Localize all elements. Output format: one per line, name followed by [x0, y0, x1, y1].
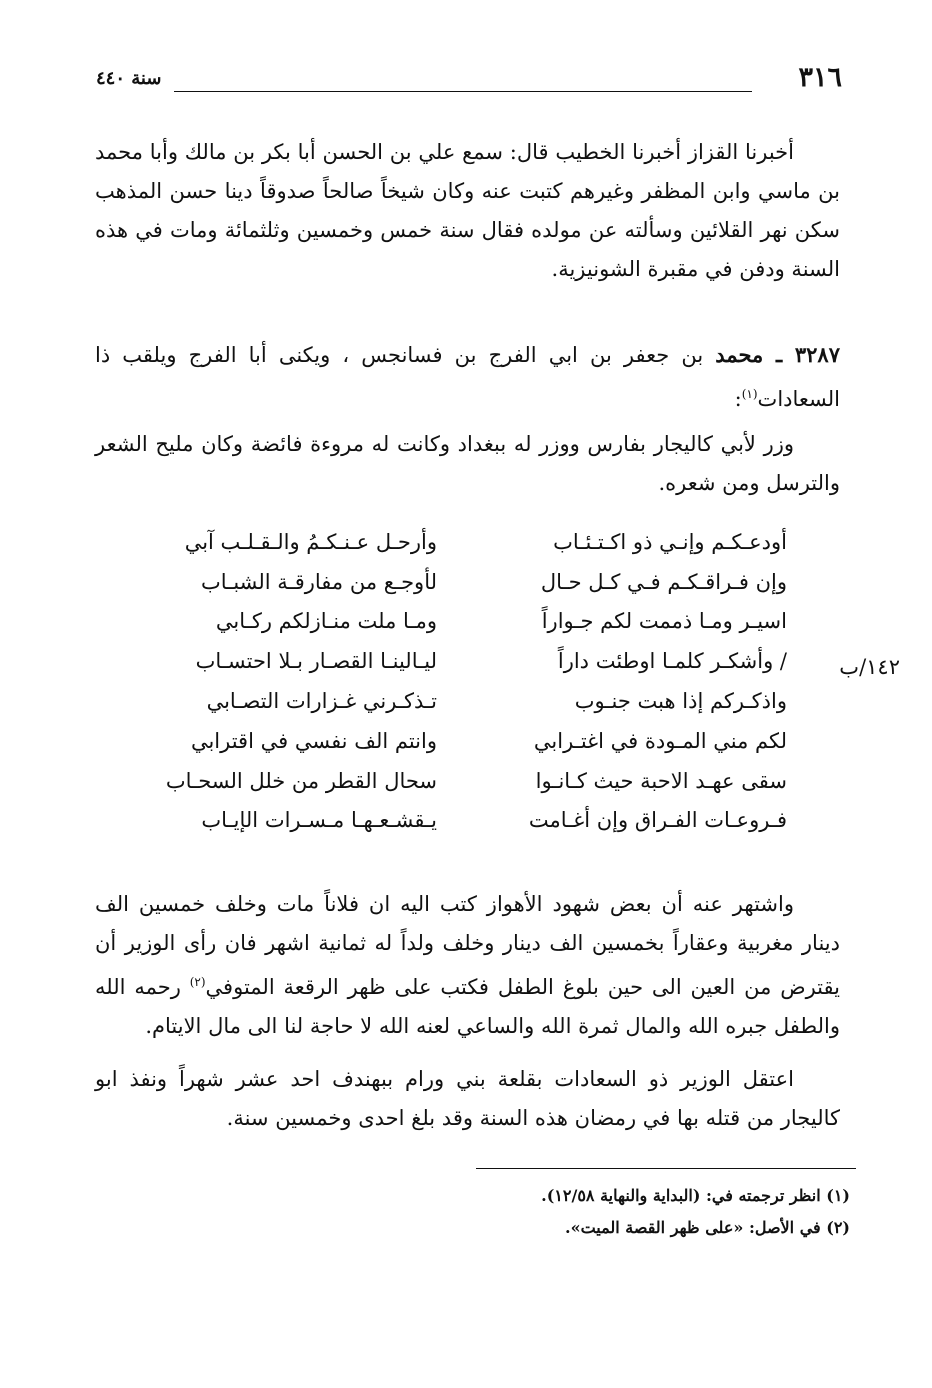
entry-paragraph [95, 335, 840, 419]
verse-first-half: اسيـر ومـا ذممت لكم جـواراً [541, 609, 787, 634]
paragraph-3: وزر لأبي كاليجار بفارس ووزر له ببغداد وكانت له مروءة فائضة وكان مليح الشعر والترسل ومن شعره. [95, 432, 840, 495]
verse-row [147, 681, 787, 721]
entry-number: ٣٢٨٧ ـ محمد [715, 342, 840, 367]
verse-second-half: تـذكـرني غـزارات التصـابي [206, 689, 437, 714]
verse-first-half: وإن فـراقـكـم فـي كـل حـال [540, 569, 787, 594]
verse-row [147, 761, 787, 801]
page-number: ٣١٦ [798, 62, 842, 93]
verse-row [147, 641, 787, 681]
footnote-ref-1: (١) [741, 387, 758, 401]
footnotes [430, 1180, 850, 1244]
footnote-rule [476, 1168, 856, 1169]
verse-first-half: / وأشكـر كلمـا اوطئت داراً [557, 649, 787, 674]
verse-second-half: ليـالينـا القصـار بـلا احتسـاب [195, 649, 437, 674]
margin-folio-note: ١٤٢/ب [839, 655, 900, 679]
verse-row [147, 562, 787, 602]
verse-row [147, 721, 787, 761]
verse-row [147, 522, 787, 562]
year-label: سنة ٤٤٠ [96, 68, 162, 89]
verse-first-half: لكم مني المـودة في اغتـرابي [533, 728, 787, 753]
verse-first-half: واذكـركم إذا هبت جنـوب [574, 689, 787, 714]
footnote-ref-2: (٢) [189, 975, 206, 989]
verse-row [147, 801, 787, 841]
verse-second-half: ومـا ملت منـازلكم ركـابي [215, 609, 437, 634]
footnote-2: (٢) في الأصل: «على ظهر القصة الميت». [565, 1218, 850, 1237]
verse-second-half: وانتم الف نفسي في اقترابي [190, 728, 437, 753]
verse-row [147, 602, 787, 642]
verse-first-half: فـروعـات الفـراق وإن أغـامت [528, 808, 787, 833]
paragraph-4-text-b: رحمه الله والطفل جبره الله والمال ثمرة الله والساعي لعنه الله لا حاجة لنا الى مال الايتام. [95, 975, 840, 1038]
verse-second-half: سحال القطر من خلل السحـاب [165, 768, 437, 793]
entry-end: : [734, 387, 742, 411]
verse-second-half: لأوجـع من مفارقـة الشبـاب [201, 569, 437, 594]
paragraph-5: اعتقل الوزير ذو السعادات بقلعة بني ورام ببهندف احد عشر شهراً ونفذ ابو كاليجار من قتله بها في رمضان هذه السنة وقد بلغ احدى وخمسين سنة. [95, 1067, 840, 1130]
verse-second-half: وأرحـل عـنـكـمُ والـقـلـب آبي [184, 529, 437, 554]
paragraph-1: أخبرنا القزاز أخبرنا الخطيب قال: سمع علي بن الحسن أبا بكر بن مالك وأبا محمد بن ماسي وابن المظفر وغيرهم كتبت عنه وكان شيخاً صالحاً صدوقاً دينا حسن المذهب سكن نهر القلائين وسألته عن مولده فقال سنة خمس وخمسين وثلثمائة ومات في هذه السنة ودفن في مقبرة الشونيزية. [95, 140, 840, 281]
poem [147, 522, 787, 840]
verse-second-half: يـقشـعـهـا مـسـرات الإيـاب [201, 808, 437, 833]
footnote-1: (١) انظر ترجمته في: (البداية والنهاية ١٢/٥٨). [541, 1186, 850, 1205]
entry-text: بن جعفر بن ابي الفرج بن فسانجس ، ويكنى أبا الفرج ويلقب ذا السعادات [95, 343, 840, 411]
header-rule [174, 91, 752, 92]
paragraph-4-text-a: واشتهر عنه أن بعض شهود الأهواز كتب اليه ان فلاناً مات وخلف خمسين الف دينار مغربية وعقاراً بخمسين الف دينار وخلف ولداً له ثمانية اشهر فان رأى الوزير أن يقترض من العين الى حين بلوغ الطفل فكتب على ظهر الرقعة المتوفي [95, 892, 840, 999]
page-header [96, 62, 842, 102]
verse-first-half: سقى عهـد الاحبة حيث كـانـوا [535, 768, 787, 793]
verse-first-half: أودعـكـم وإنـي ذو اكـتـئـاب [553, 529, 787, 554]
paragraph-4 [95, 885, 840, 1046]
